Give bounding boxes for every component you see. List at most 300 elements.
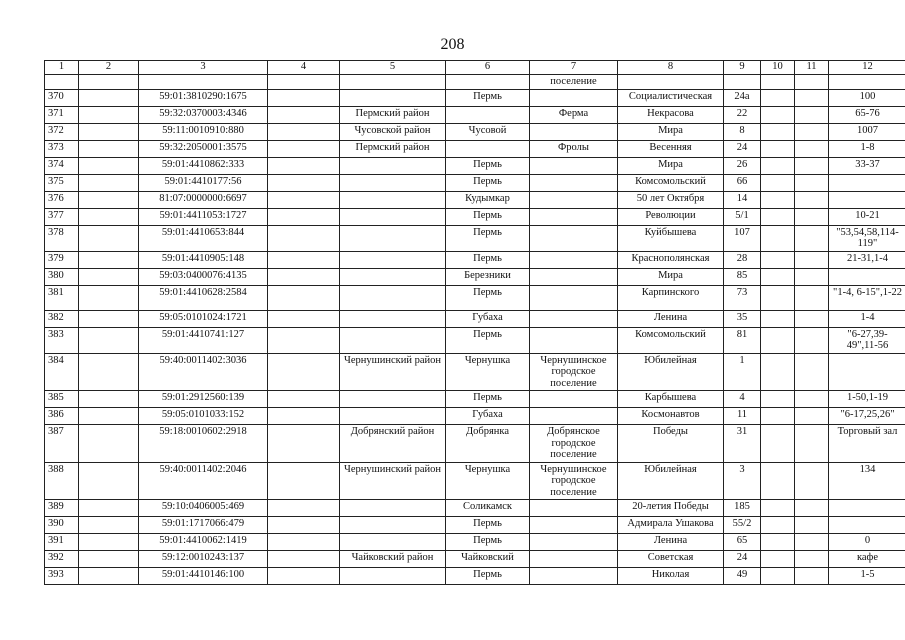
table-cell bbox=[795, 174, 829, 191]
table-cell bbox=[761, 534, 795, 551]
table-cell: 59:01:4410628:2584 bbox=[139, 285, 268, 310]
table-cell: 383 bbox=[45, 327, 79, 353]
table-cell bbox=[268, 534, 340, 551]
table-cell: Губаха bbox=[446, 408, 530, 425]
table-cell: 391 bbox=[45, 534, 79, 551]
table-cell bbox=[761, 225, 795, 251]
table-cell bbox=[268, 75, 340, 90]
table-cell: Юбилейная bbox=[618, 462, 724, 500]
table-cell bbox=[340, 310, 446, 327]
table-cell: 375 bbox=[45, 174, 79, 191]
table-cell bbox=[268, 500, 340, 517]
table-cell bbox=[795, 327, 829, 353]
table-cell bbox=[79, 123, 139, 140]
table-row bbox=[45, 208, 905, 225]
table-cell bbox=[761, 462, 795, 500]
table-cell bbox=[79, 353, 139, 391]
table-cell: Ленина bbox=[618, 534, 724, 551]
table-cell bbox=[761, 157, 795, 174]
table-cell: поселение bbox=[530, 75, 618, 90]
table-cell bbox=[761, 251, 795, 268]
table-cell: 185 bbox=[724, 500, 761, 517]
table-cell: Чусовской район bbox=[340, 123, 446, 140]
table-cell bbox=[340, 157, 446, 174]
table-cell: Пермь bbox=[446, 517, 530, 534]
column-header: 8 bbox=[618, 61, 724, 75]
table-cell bbox=[795, 89, 829, 106]
table-cell bbox=[829, 191, 905, 208]
table-cell: Некрасова bbox=[618, 106, 724, 123]
table-cell bbox=[79, 568, 139, 585]
table-cell: 1-50,1-19 bbox=[829, 391, 905, 408]
table-cell bbox=[340, 174, 446, 191]
table-cell bbox=[761, 106, 795, 123]
table-cell: 21-31,1-4 bbox=[829, 251, 905, 268]
table-cell bbox=[446, 106, 530, 123]
table-cell: 1-8 bbox=[829, 140, 905, 157]
table-cell bbox=[268, 268, 340, 285]
table-cell: Чусовой bbox=[446, 123, 530, 140]
table-cell: 378 bbox=[45, 225, 79, 251]
table-cell bbox=[530, 408, 618, 425]
table-cell bbox=[795, 285, 829, 310]
table-cell bbox=[79, 106, 139, 123]
column-header: 3 bbox=[139, 61, 268, 75]
table-cell: 73 bbox=[724, 285, 761, 310]
table-cell bbox=[79, 408, 139, 425]
table-cell: Чернушинское городское поселение bbox=[530, 462, 618, 500]
table-cell bbox=[795, 191, 829, 208]
table-cell: Космонавтов bbox=[618, 408, 724, 425]
table-cell: Пермь bbox=[446, 157, 530, 174]
table-cell bbox=[530, 568, 618, 585]
table-cell bbox=[340, 285, 446, 310]
table-cell: 59:40:0011402:2046 bbox=[139, 462, 268, 500]
table-cell: 373 bbox=[45, 140, 79, 157]
table-cell bbox=[795, 517, 829, 534]
table-cell: Комсомольский bbox=[618, 327, 724, 353]
table-cell bbox=[139, 75, 268, 90]
table-cell bbox=[795, 225, 829, 251]
table-cell bbox=[795, 140, 829, 157]
table-cell: 382 bbox=[45, 310, 79, 327]
table-cell bbox=[530, 174, 618, 191]
property-table bbox=[44, 60, 905, 585]
table-cell bbox=[761, 123, 795, 140]
table-cell: 8 bbox=[724, 123, 761, 140]
header-row bbox=[45, 61, 905, 75]
table-cell: Фролы bbox=[530, 140, 618, 157]
table-cell bbox=[79, 208, 139, 225]
table-cell: 379 bbox=[45, 251, 79, 268]
table-cell bbox=[761, 75, 795, 90]
table-cell bbox=[268, 225, 340, 251]
table-cell bbox=[761, 551, 795, 568]
table-cell: Соликамск bbox=[446, 500, 530, 517]
table-row bbox=[45, 551, 905, 568]
table-cell: Добрянка bbox=[446, 425, 530, 463]
column-header: 1 bbox=[45, 61, 79, 75]
table-cell bbox=[829, 174, 905, 191]
table-cell: Революции bbox=[618, 208, 724, 225]
table-cell: "53,54,58,114-119" bbox=[829, 225, 905, 251]
table-cell bbox=[79, 391, 139, 408]
table-cell: 380 bbox=[45, 268, 79, 285]
table-cell: 11 bbox=[724, 408, 761, 425]
table-cell: Победы bbox=[618, 425, 724, 463]
table-cell: Мира bbox=[618, 268, 724, 285]
table-cell bbox=[761, 327, 795, 353]
table-cell bbox=[530, 157, 618, 174]
table-cell bbox=[268, 408, 340, 425]
table-cell: Николая bbox=[618, 568, 724, 585]
table-cell bbox=[79, 462, 139, 500]
table-cell: Пермь bbox=[446, 534, 530, 551]
table-cell bbox=[761, 353, 795, 391]
table-cell bbox=[79, 500, 139, 517]
table-cell: 390 bbox=[45, 517, 79, 534]
table-cell: 59:32:2050001:3575 bbox=[139, 140, 268, 157]
table-cell bbox=[79, 89, 139, 106]
table-cell: 59:05:0101024:1721 bbox=[139, 310, 268, 327]
table-cell: 59:32:0370003:4346 bbox=[139, 106, 268, 123]
table-cell bbox=[530, 551, 618, 568]
table-cell: Пермский район bbox=[340, 140, 446, 157]
table-cell: "6-17,25,26" bbox=[829, 408, 905, 425]
table-cell: 85 bbox=[724, 268, 761, 285]
table-cell bbox=[268, 140, 340, 157]
table-cell: 1007 bbox=[829, 123, 905, 140]
table-cell bbox=[79, 425, 139, 463]
table-cell bbox=[795, 353, 829, 391]
table-cell bbox=[761, 191, 795, 208]
table-row bbox=[45, 140, 905, 157]
table-cell bbox=[795, 157, 829, 174]
table-cell bbox=[340, 251, 446, 268]
table-cell bbox=[530, 534, 618, 551]
table-cell: 370 bbox=[45, 89, 79, 106]
column-header: 9 bbox=[724, 61, 761, 75]
table-cell: Карбышева bbox=[618, 391, 724, 408]
table-cell: 59:10:0406005:469 bbox=[139, 500, 268, 517]
table-cell: Карпинского bbox=[618, 285, 724, 310]
table-cell bbox=[268, 353, 340, 391]
table-cell: 1-4 bbox=[829, 310, 905, 327]
table-cell bbox=[268, 425, 340, 463]
table-cell: 33-37 bbox=[829, 157, 905, 174]
table-cell: 65-76 bbox=[829, 106, 905, 123]
table-cell: Социалистическая bbox=[618, 89, 724, 106]
table-cell bbox=[446, 140, 530, 157]
table-cell: Краснополянская bbox=[618, 251, 724, 268]
table-cell: 59:12:0010243:137 bbox=[139, 551, 268, 568]
table-cell: 59:01:4410653:844 bbox=[139, 225, 268, 251]
table-cell: 59:03:0400076:4135 bbox=[139, 268, 268, 285]
table-cell bbox=[829, 353, 905, 391]
table-row bbox=[45, 225, 905, 251]
table-cell bbox=[530, 208, 618, 225]
table-cell: кафе bbox=[829, 551, 905, 568]
table-cell: "1-4, 6-15",1-22 bbox=[829, 285, 905, 310]
table-cell: Чайковский bbox=[446, 551, 530, 568]
table-cell: Пермь bbox=[446, 208, 530, 225]
table-cell: Чернушка bbox=[446, 353, 530, 391]
table-cell bbox=[79, 327, 139, 353]
table-cell bbox=[761, 268, 795, 285]
table-row bbox=[45, 391, 905, 408]
table-cell: 24 bbox=[724, 551, 761, 568]
table-cell: 65 bbox=[724, 534, 761, 551]
table-cell: 59:01:4410905:148 bbox=[139, 251, 268, 268]
table-cell: 59:01:4410062:1419 bbox=[139, 534, 268, 551]
table-cell bbox=[795, 123, 829, 140]
table-header bbox=[45, 61, 905, 75]
table-cell bbox=[530, 327, 618, 353]
table-cell: 31 bbox=[724, 425, 761, 463]
table-cell bbox=[340, 75, 446, 90]
table-cell: Чернушка bbox=[446, 462, 530, 500]
table-cell bbox=[530, 89, 618, 106]
table-cell bbox=[45, 75, 79, 90]
table-cell: 66 bbox=[724, 174, 761, 191]
table-cell bbox=[268, 89, 340, 106]
table-row bbox=[45, 310, 905, 327]
table-body bbox=[45, 75, 905, 585]
column-header: 7 bbox=[530, 61, 618, 75]
table-cell: Пермь bbox=[446, 174, 530, 191]
table-cell bbox=[268, 251, 340, 268]
table-cell bbox=[795, 425, 829, 463]
table-cell bbox=[795, 310, 829, 327]
table-cell: Пермь bbox=[446, 89, 530, 106]
table-cell bbox=[761, 408, 795, 425]
table-cell bbox=[340, 534, 446, 551]
table-cell: 107 bbox=[724, 225, 761, 251]
table-cell: Губаха bbox=[446, 310, 530, 327]
table-cell: Чернушинский район bbox=[340, 353, 446, 391]
table-cell: 55/2 bbox=[724, 517, 761, 534]
table-cell bbox=[761, 500, 795, 517]
table-cell bbox=[340, 408, 446, 425]
table-cell: Ферма bbox=[530, 106, 618, 123]
table-cell bbox=[795, 106, 829, 123]
table-cell: 386 bbox=[45, 408, 79, 425]
table-cell bbox=[761, 568, 795, 585]
table-cell bbox=[530, 517, 618, 534]
table-cell bbox=[530, 225, 618, 251]
table-row bbox=[45, 353, 905, 391]
table-cell: 5/1 bbox=[724, 208, 761, 225]
table-cell bbox=[79, 534, 139, 551]
table-cell: 49 bbox=[724, 568, 761, 585]
column-header: 4 bbox=[268, 61, 340, 75]
table-cell bbox=[530, 268, 618, 285]
table-row bbox=[45, 174, 905, 191]
table-cell: 20-летия Победы bbox=[618, 500, 724, 517]
table-row bbox=[45, 123, 905, 140]
table-cell bbox=[530, 251, 618, 268]
table-cell bbox=[340, 391, 446, 408]
table-cell: Пермский район bbox=[340, 106, 446, 123]
table-cell: 59:01:4410741:127 bbox=[139, 327, 268, 353]
table-cell bbox=[268, 391, 340, 408]
table-cell: 371 bbox=[45, 106, 79, 123]
table-cell bbox=[795, 268, 829, 285]
table-cell: 0 bbox=[829, 534, 905, 551]
table-cell bbox=[761, 140, 795, 157]
table-cell bbox=[618, 75, 724, 90]
table-cell bbox=[79, 251, 139, 268]
table-cell: Чайковский район bbox=[340, 551, 446, 568]
table-cell: 59:01:3810290:1675 bbox=[139, 89, 268, 106]
table-cell bbox=[530, 500, 618, 517]
table-cell bbox=[795, 408, 829, 425]
table-cell bbox=[79, 310, 139, 327]
table-cell: 81 bbox=[724, 327, 761, 353]
table-cell: 59:01:4410862:333 bbox=[139, 157, 268, 174]
table-cell: Пермь bbox=[446, 391, 530, 408]
table-cell: 377 bbox=[45, 208, 79, 225]
table-cell bbox=[761, 285, 795, 310]
table-cell bbox=[340, 208, 446, 225]
column-header: 6 bbox=[446, 61, 530, 75]
table-cell bbox=[829, 75, 905, 90]
table-cell bbox=[530, 191, 618, 208]
table-row bbox=[45, 106, 905, 123]
table-cell bbox=[795, 75, 829, 90]
table-cell bbox=[761, 174, 795, 191]
table-cell: 387 bbox=[45, 425, 79, 463]
table-cell bbox=[79, 551, 139, 568]
column-header: 11 bbox=[795, 61, 829, 75]
table-cell bbox=[268, 191, 340, 208]
table-cell: 3 bbox=[724, 462, 761, 500]
table-cell bbox=[79, 268, 139, 285]
table-cell bbox=[268, 517, 340, 534]
table-row bbox=[45, 251, 905, 268]
table-cell: 4 bbox=[724, 391, 761, 408]
table-cell bbox=[530, 285, 618, 310]
table-cell bbox=[340, 191, 446, 208]
table-cell: 100 bbox=[829, 89, 905, 106]
table-cell: Комсомольский bbox=[618, 174, 724, 191]
table-cell: 35 bbox=[724, 310, 761, 327]
table-cell bbox=[79, 157, 139, 174]
table-row bbox=[45, 268, 905, 285]
table-cell bbox=[79, 225, 139, 251]
table-cell: 372 bbox=[45, 123, 79, 140]
table-cell: Пермь bbox=[446, 225, 530, 251]
table-row bbox=[45, 568, 905, 585]
table-cell: 59:05:0101033:152 bbox=[139, 408, 268, 425]
table-row bbox=[45, 191, 905, 208]
column-header: 2 bbox=[79, 61, 139, 75]
table-cell bbox=[268, 123, 340, 140]
table-cell bbox=[79, 517, 139, 534]
table-cell bbox=[268, 568, 340, 585]
table-cell: 385 bbox=[45, 391, 79, 408]
table-cell: 28 bbox=[724, 251, 761, 268]
table-cell bbox=[530, 123, 618, 140]
table-cell bbox=[795, 391, 829, 408]
table-cell bbox=[761, 391, 795, 408]
table-cell: 374 bbox=[45, 157, 79, 174]
table-cell: 24а bbox=[724, 89, 761, 106]
table-cell: 59:11:0010910:880 bbox=[139, 123, 268, 140]
table-cell bbox=[829, 517, 905, 534]
table-cell bbox=[340, 568, 446, 585]
table-cell bbox=[829, 268, 905, 285]
table-cell: Кудымкар bbox=[446, 191, 530, 208]
table-cell: Пермь bbox=[446, 251, 530, 268]
table-cell: 59:01:1717066:479 bbox=[139, 517, 268, 534]
table-cell: Березники bbox=[446, 268, 530, 285]
column-header: 10 bbox=[761, 61, 795, 75]
table-cell bbox=[268, 174, 340, 191]
table-cell bbox=[79, 174, 139, 191]
table-cell: 59:18:0010602:2918 bbox=[139, 425, 268, 463]
table-cell: 24 bbox=[724, 140, 761, 157]
table-cell bbox=[79, 140, 139, 157]
table-cell bbox=[795, 462, 829, 500]
table-cell: 59:40:0011402:3036 bbox=[139, 353, 268, 391]
table-cell: 393 bbox=[45, 568, 79, 585]
table-cell: 26 bbox=[724, 157, 761, 174]
column-header: 12 bbox=[829, 61, 905, 75]
page-number: 208 bbox=[440, 36, 465, 53]
table-cell bbox=[268, 208, 340, 225]
column-header: 5 bbox=[340, 61, 446, 75]
table-cell: Весенняя bbox=[618, 140, 724, 157]
table-cell bbox=[761, 425, 795, 463]
table-cell: Ленина bbox=[618, 310, 724, 327]
table-row bbox=[45, 408, 905, 425]
table-cell: 388 bbox=[45, 462, 79, 500]
table-cell: 376 bbox=[45, 191, 79, 208]
table-row bbox=[45, 500, 905, 517]
table-cell bbox=[530, 310, 618, 327]
table-cell bbox=[829, 500, 905, 517]
table-cell bbox=[795, 568, 829, 585]
table-cell: Торговый зал bbox=[829, 425, 905, 463]
table-cell: 381 bbox=[45, 285, 79, 310]
table-cell bbox=[340, 500, 446, 517]
table-cell: 1 bbox=[724, 353, 761, 391]
table-row bbox=[45, 327, 905, 353]
table-cell bbox=[268, 106, 340, 123]
table-cell: 384 bbox=[45, 353, 79, 391]
table-cell bbox=[79, 285, 139, 310]
table-cell: 59:01:4410177:56 bbox=[139, 174, 268, 191]
table-cell: 10-21 bbox=[829, 208, 905, 225]
table-cell bbox=[340, 517, 446, 534]
table-cell: 59:01:4411053:1727 bbox=[139, 208, 268, 225]
table-cell: 59:01:4410146:100 bbox=[139, 568, 268, 585]
table-cell bbox=[268, 285, 340, 310]
table-cell bbox=[268, 551, 340, 568]
table-cell bbox=[761, 517, 795, 534]
table-cell bbox=[340, 268, 446, 285]
table-cell: 389 bbox=[45, 500, 79, 517]
table-cell: 1-5 bbox=[829, 568, 905, 585]
table-cell bbox=[340, 89, 446, 106]
table-cell bbox=[724, 75, 761, 90]
table-cell bbox=[268, 310, 340, 327]
table-row bbox=[45, 462, 905, 500]
table-cell: Мира bbox=[618, 123, 724, 140]
table-cell: Пермь bbox=[446, 568, 530, 585]
table-cell: Юбилейная bbox=[618, 353, 724, 391]
